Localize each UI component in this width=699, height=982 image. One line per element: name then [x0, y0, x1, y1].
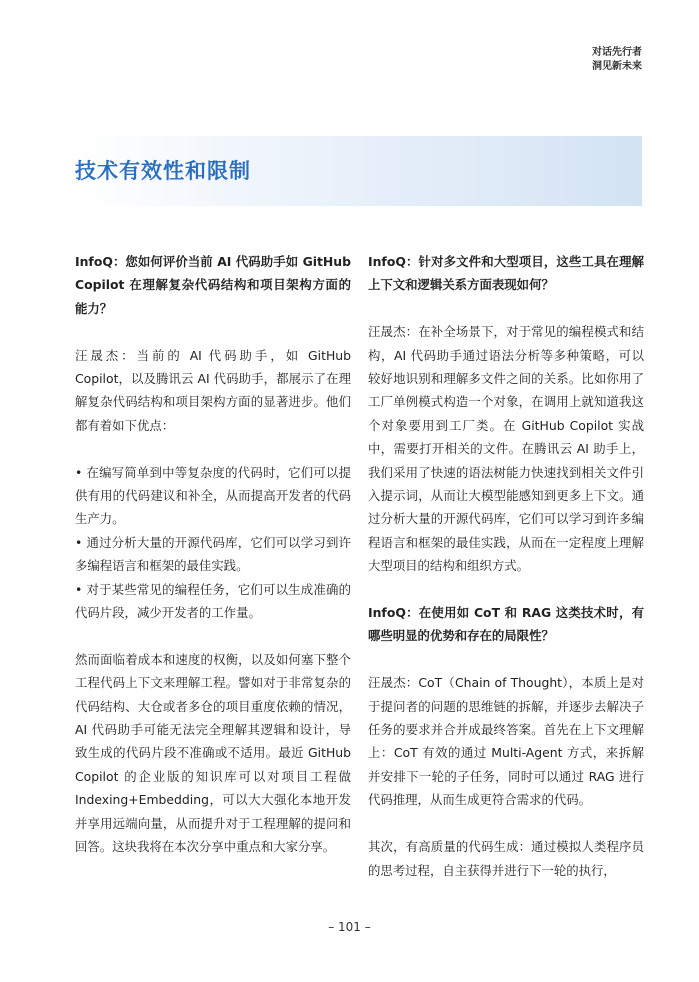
bullet-2: • 通过分析大量的开源代码库，它们可以学习到许多编程语言和框架的最佳实践。: [75, 534, 351, 574]
section-title: 技术有效性和限制: [75, 159, 251, 183]
page-number: – 101 –: [328, 920, 371, 934]
page-header: [592, 46, 642, 74]
bullet-1: • 在编写简单到中等复杂度的代码时，它们可以提供有用的代码建议和补全，从而提高开发者的代码生产力。: [75, 464, 351, 527]
question-2: InfoQ：针对多文件和大型项目，这些工具在理解上下文和逻辑关系方面表现如何？: [368, 254, 644, 293]
answer-2: 汪晟杰：在补全场景下，对于常见的编程模式和结构，AI 代码助手通过语法分析等多种策略，可以较好地识别和理解多文件之间的关系。比如你用了工厂单例模式构造一个对象，在调用上就知道我这个对象要用到工厂类。在 GitHub Copilot 实战中，需要打开相关的文件。在腾讯云 AI 助手上，我们采用了快速的语法树能力快速找到相关文件引入提示词，从而让大模型能感知到更多上下文。通过分析大量的开源代码库，它们可以学习到许多编程语言和框架的最佳实践，从而在一定程度上理解大型项目的结构和组织方式。: [368, 324, 644, 574]
question-3: InfoQ：在使用如 CoT 和 RAG 这类技术时，有哪些明显的优势和存在的局限性？: [368, 605, 644, 644]
bullet-3: • 对于某些常见的编程任务，它们可以生成准确的代码片段，减少开发者的工作量。: [75, 581, 351, 621]
header-slogan-line2: 洞见新未来: [592, 61, 642, 72]
answer-3-continued: 其次，有高质量的代码生成：通过模拟人类程序员的思考过程，自主获得并进行下一轮的执行，: [368, 839, 644, 878]
answer-1-continued: 然而面临着成本和速度的权衡，以及如何塞下整个工程代码上下文来理解工程。譬如对于非常复杂的代码结构、大仓或者多仓的项目重度依赖的情况，AI 代码助手可能无法完全理解其逻辑和设计，导致生成的代码片段不准确或不适用。最近 GitHub Copilot 的企业版的知识库可以对项目工程做 Indexing+Embedding，可以大大强化本地开发并享用远端向量，从而提升对于工程理解的提问和回答。这块我将在本次分享中重点和大家分享。: [75, 651, 351, 855]
right-column: [368, 250, 644, 905]
left-column: [75, 250, 351, 882]
header-slogan-line1: 对话先行者: [592, 47, 642, 58]
question-1: InfoQ：您如何评价当前 AI 代码助手如 GitHub Copilot 在理解复杂代码结构和项目架构方面的能力？: [75, 254, 351, 316]
answer-1-intro: 汪晟杰：当前的 AI 代码助手，如 GitHub Copilot，以及腾讯云 AI 代码助手，都展示了在理解复杂代码结构和项目架构方面的显著进步。他们都有着如下优点：: [75, 347, 351, 433]
section-banner: [75, 136, 642, 206]
answer-3: 汪晟杰：CoT（Chain of Thought），本质上是对于提问者的问题的思维链的拆解，并逐步去解决子任务的要求并合并成最终答案。首先在上下文理解上：CoT 有效的通过 Multi-Agent 方式，来拆解并安排下一轮的子任务，同时可以通过 RAG 进行代码推理，从而生成更符合需求的代码。: [368, 675, 644, 808]
